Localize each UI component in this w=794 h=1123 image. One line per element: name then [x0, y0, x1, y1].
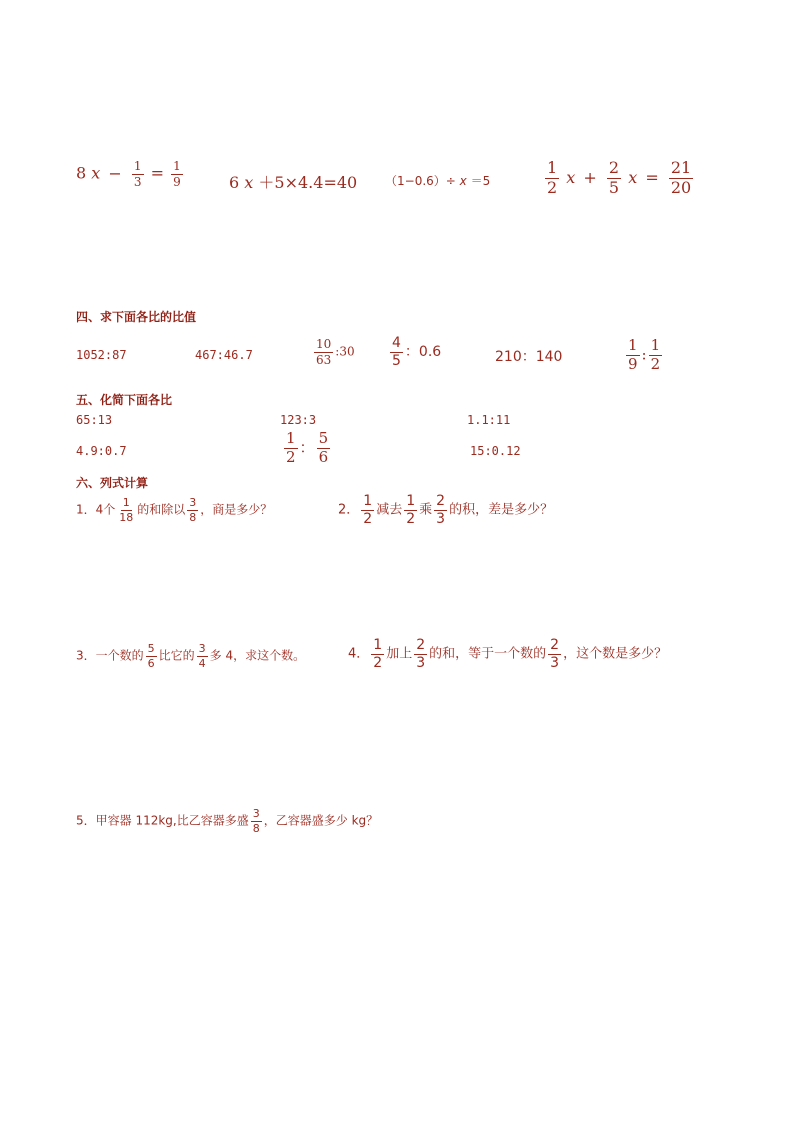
equation-4: $\frac{1}{2}$ x + $\frac{2}{5}$ x = $\frac{21}{20}$: [547, 158, 692, 197]
s6-question-4: 4． $\frac{1}{2}$ 加上 $\frac{2}{3}$ 的和，等于一个数的 $\frac{2}{3}$ ，这个数是多少？: [348, 637, 668, 671]
eq1-var: x: [91, 163, 101, 183]
eq1-fraction-2: $\frac{1}{9}$: [173, 159, 181, 189]
eq1-minus: −: [108, 163, 122, 183]
section-5-title: 五、化简下面各比: [76, 393, 173, 407]
eq1-equals: =: [150, 163, 165, 183]
s5-ratio-2: 123:3: [280, 413, 317, 427]
s5-ratio-3: 1.1:11: [467, 413, 511, 427]
eq4-fraction-3: $\frac{21}{20}$: [670, 158, 692, 197]
s4-ratio-3: $\frac{10}{63}$ :30: [316, 337, 355, 367]
s6-question-2: 2． $\frac{1}{2}$ 减去 $\frac{1}{2}$ 乘 $\frac{2}{3}$ 的积，差是多少？: [338, 493, 554, 527]
s4-ratio-4: $\frac{4}{5}$ ：0.6: [392, 335, 442, 369]
s4-ratio-5: 210：140: [495, 349, 563, 365]
section-4-title: 四、求下面各比的比值: [76, 310, 197, 324]
s6-question-3: 3．一个数的 $\frac{5}{6}$ 比它的 $\frac{3}{4}$ 多 4，求这个数。: [76, 642, 306, 670]
equation-3: （1−0.6）÷ x ＝5: [385, 174, 491, 188]
s6-question-5: 5．甲容器 112kg,比乙容器多盛 $\frac{3}{8}$ ，乙容器盛多少 kg？: [76, 807, 379, 835]
eq4-fraction-1: $\frac{1}{2}$: [547, 158, 558, 197]
s5-ratio-5: $\frac{1}{2}$ ： $\frac{5}{6}$: [286, 429, 329, 466]
eq4-fraction-2: $\frac{2}{5}$: [608, 158, 620, 197]
s6-question-1: 1．4个 $\frac{1}{18}$ 的和除以 $\frac{3}{8}$ ，商是多少？: [76, 496, 273, 524]
section-6-title: 六、列式计算: [76, 476, 149, 490]
equation-2: 6 x ＋5×4.4=40: [229, 173, 358, 192]
s5-ratio-6: 15:0.12: [470, 444, 521, 458]
s4-ratio-2: 467:46.7: [195, 348, 253, 362]
s4-ratio-1: 1052:87: [76, 348, 127, 362]
s4-ratio-6: $\frac{1}{9}$ : $\frac{1}{2}$: [628, 336, 661, 373]
eq1-coef: 8: [76, 163, 87, 183]
equation-1: [76, 160, 185, 188]
s5-ratio-4: 4.9:0.7: [76, 444, 127, 458]
s5-ratio-1: 65:13: [76, 413, 113, 427]
eq1-fraction-1: $\frac{1}{3}$: [133, 159, 142, 189]
